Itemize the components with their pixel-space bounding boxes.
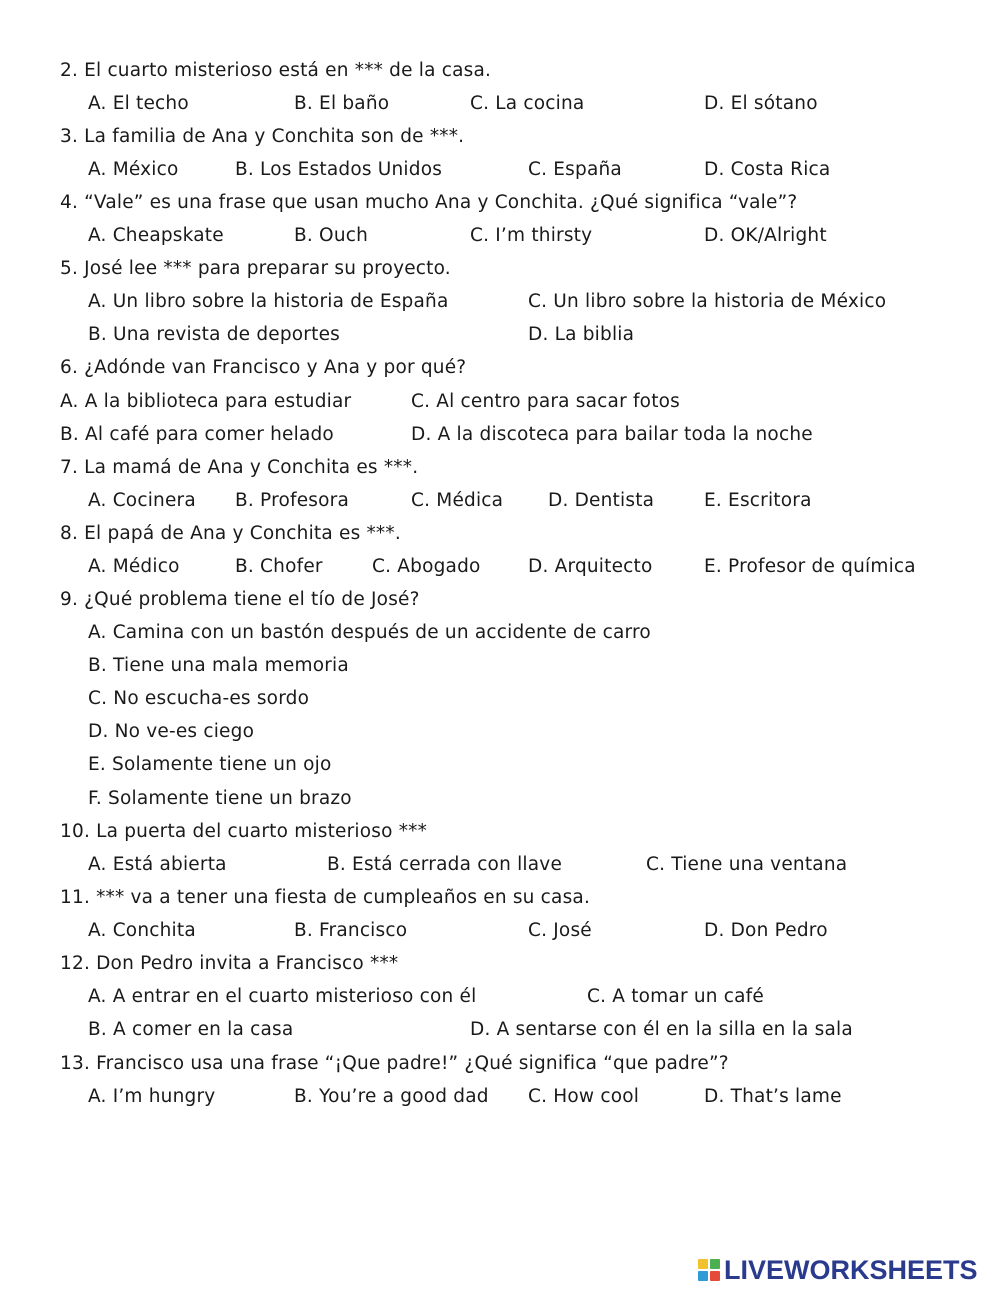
answer-option: D. Don Pedro	[704, 920, 828, 941]
answer-option: B. A comer en la casa	[88, 1019, 294, 1040]
answer-option: A. Médico	[88, 556, 180, 577]
answer-option: A. I’m hungry	[88, 1086, 216, 1107]
answer-option: D. Costa Rica	[704, 159, 831, 180]
answer-option: D. La biblia	[528, 324, 635, 345]
answer-option: E. Solamente tiene un ojo	[88, 754, 332, 775]
answer-option: C. Médica	[411, 490, 504, 511]
answer-option: B. Los Estados Unidos	[235, 159, 443, 180]
question-text: 8. El papá de Ana y Conchita es ***.	[60, 523, 401, 544]
answer-option: A. Camina con un bastón después de un accidente de carro	[88, 622, 651, 643]
answer-option: C. España	[528, 159, 622, 180]
answer-option: C. La cocina	[470, 93, 585, 114]
question-text: 5. José lee *** para preparar su proyecto.	[60, 258, 451, 279]
answer-option: C. I’m thirsty	[470, 225, 593, 246]
answer-option: B. El baño	[294, 93, 390, 114]
answer-option: D. Arquitecto	[528, 556, 653, 577]
answer-option: B. Una revista de deportes	[88, 324, 340, 345]
answer-option: B. You’re a good dad	[294, 1086, 489, 1107]
answer-option: A. Conchita	[88, 920, 196, 941]
answer-option: E. Escritora	[704, 490, 812, 511]
answer-option: D. That’s lame	[704, 1086, 842, 1107]
answer-option: A. Está abierta	[88, 854, 227, 875]
answer-option: C. A tomar un café	[587, 986, 764, 1007]
answer-option: D. OK/Alright	[704, 225, 827, 246]
answer-option: A. A la biblioteca para estudiar	[60, 391, 352, 412]
answer-option: A. A entrar en el cuarto misterioso con él	[88, 986, 477, 1007]
question-text: 6. ¿Adónde van Francisco y Ana y por qué?	[60, 357, 467, 378]
question-text: 7. La mamá de Ana y Conchita es ***.	[60, 457, 419, 478]
question-text: 10. La puerta del cuarto misterioso ***	[60, 821, 428, 842]
question-text: 11. *** va a tener una fiesta de cumpleaños en su casa.	[60, 887, 591, 908]
answer-option: A. México	[88, 159, 179, 180]
answer-option: B. Está cerrada con llave	[327, 854, 563, 875]
answer-option: A. Cocinera	[88, 490, 196, 511]
answer-option: B. Francisco	[294, 920, 408, 941]
answer-option: C. Al centro para sacar fotos	[411, 391, 681, 412]
question-text: 2. El cuarto misterioso está en *** de la casa.	[60, 60, 492, 81]
answer-option: B. Ouch	[294, 225, 369, 246]
answer-option: C. Tiene una ventana	[646, 854, 848, 875]
answer-option: C. Abogado	[372, 556, 481, 577]
answer-option: A. El techo	[88, 93, 189, 114]
answer-option: D. El sótano	[704, 93, 818, 114]
answer-option: A. Cheapskate	[88, 225, 224, 246]
question-text: 12. Don Pedro invita a Francisco ***	[60, 953, 399, 974]
answer-option: B. Al café para comer helado	[60, 424, 334, 445]
question-text: 9. ¿Qué problema tiene el tío de José?	[60, 589, 420, 610]
answer-option: D. No ve-es ciego	[88, 721, 255, 742]
answer-option: D. Dentista	[548, 490, 655, 511]
answer-option: B. Tiene una mala memoria	[88, 655, 349, 676]
answer-option: C. No escucha-es sordo	[88, 688, 310, 709]
answer-option: B. Chofer	[235, 556, 323, 577]
logo-text: LIVEWORKSHEETS	[724, 1255, 978, 1285]
answer-option: D. A sentarse con él en la silla en la sala	[470, 1019, 853, 1040]
question-text: 3. La familia de Ana y Conchita son de ***.	[60, 126, 465, 147]
answer-option: E. Profesor de química	[704, 556, 916, 577]
liveworksheets-logo	[698, 1255, 978, 1285]
answer-option: C. How cool	[528, 1086, 640, 1107]
answer-option: B. Profesora	[235, 490, 349, 511]
liveworksheets-logo-icon	[698, 1259, 720, 1281]
answer-option: A. Un libro sobre la historia de España	[88, 291, 449, 312]
answer-option: F. Solamente tiene un brazo	[88, 788, 352, 809]
answer-option: C. José	[528, 920, 592, 941]
question-text: 4. “Vale” es una frase que usan mucho Ana y Conchita. ¿Qué significa “vale”?	[60, 192, 798, 213]
answer-option: C. Un libro sobre la historia de México	[528, 291, 887, 312]
answer-option: D. A la discoteca para bailar toda la noche	[411, 424, 813, 445]
question-text: 13. Francisco usa una frase “¡Que padre!” ¿Qué significa “que padre”?	[60, 1053, 729, 1074]
